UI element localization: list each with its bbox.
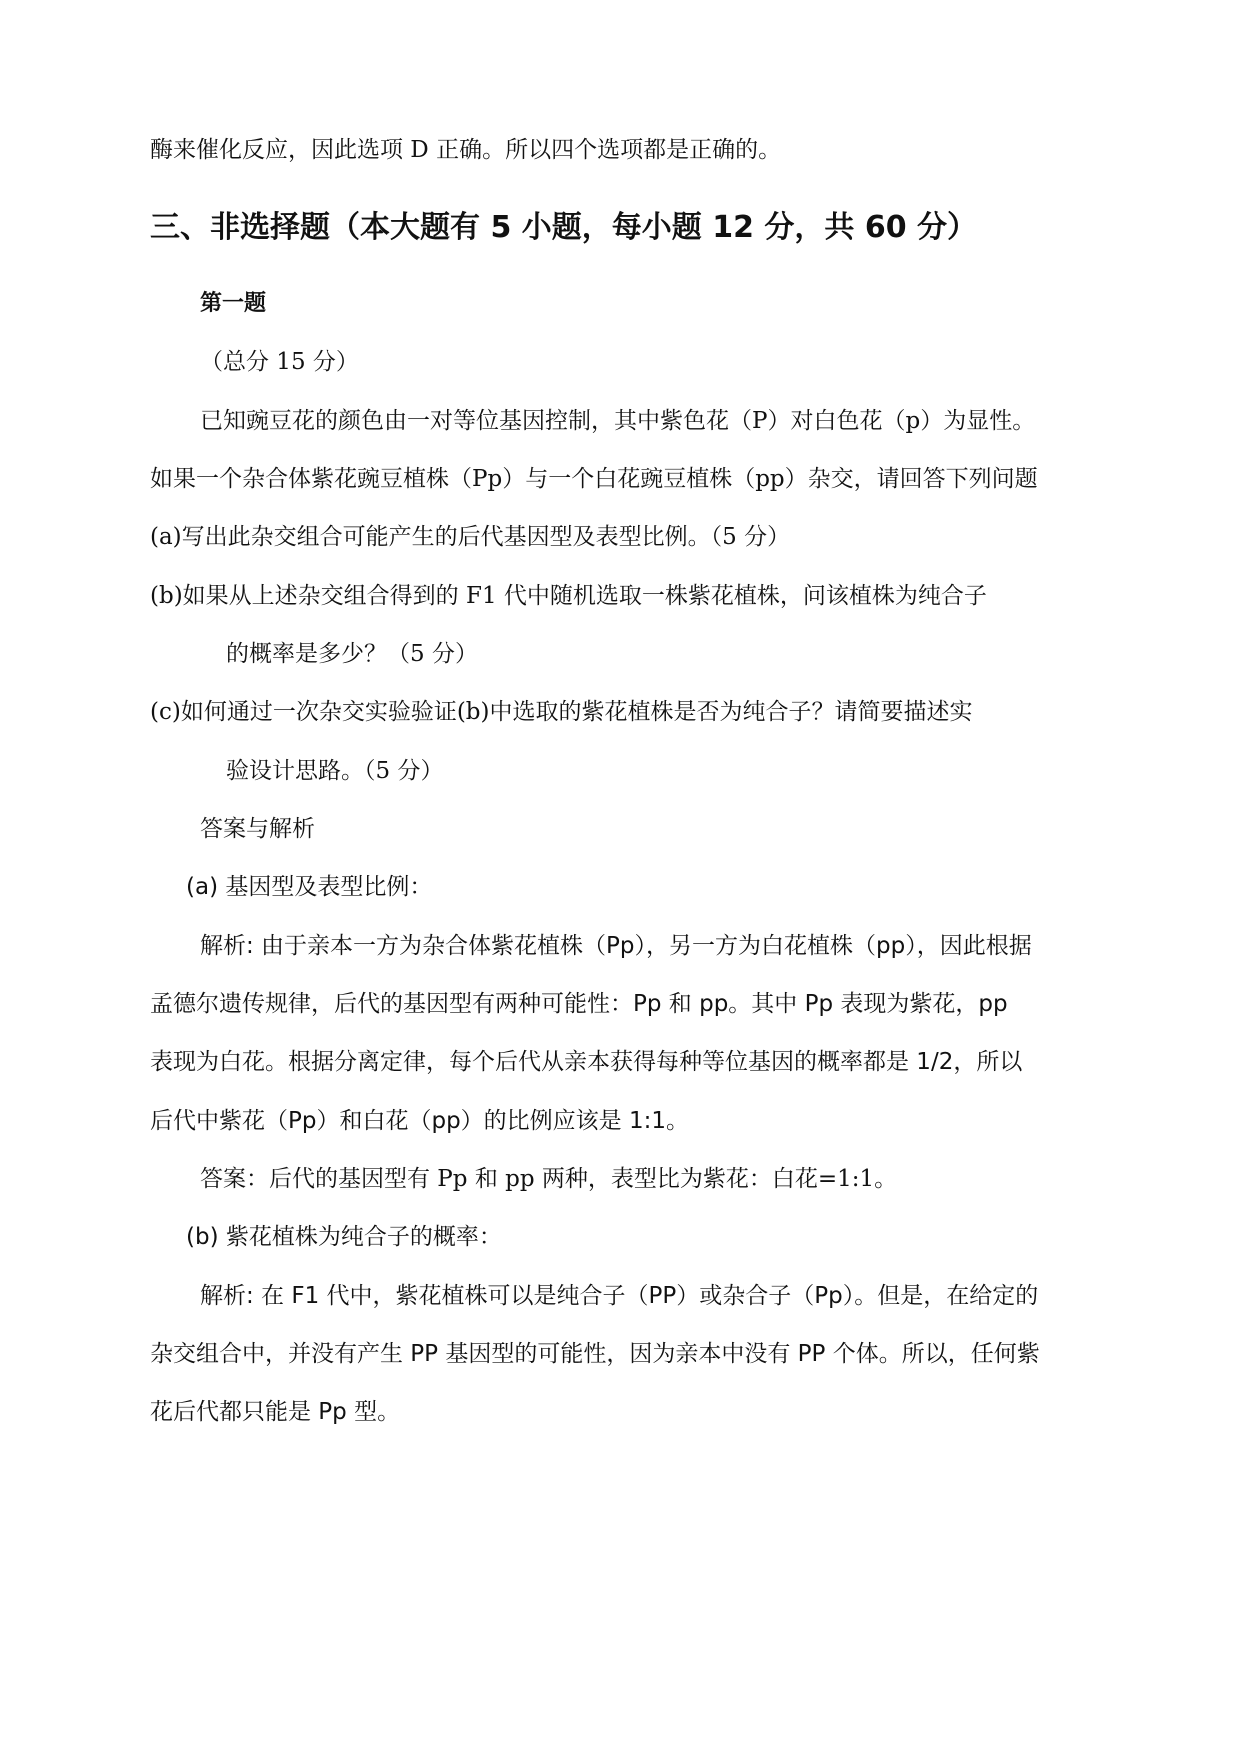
sub-question-a: (a)写出此杂交组合可能产生的后代基因型及表型比例。（5 分） bbox=[150, 524, 791, 550]
analysis-line: 表现为白花。根据分离定律，每个后代从亲本获得每种等位基因的概率都是 1/2，所以 bbox=[150, 1049, 1023, 1075]
question-title: 第一题 bbox=[200, 291, 267, 316]
analysis-line: 解析: 在 F1 代中，紫花植株可以是纯合子（PP）或杂合子（Pp）。但是，在给定的 bbox=[200, 1283, 1039, 1309]
answer-part-b-title: (b) 紫花植株为纯合子的概率： bbox=[186, 1224, 502, 1250]
answer-part-a-title: (a) 基因型及表型比例： bbox=[186, 874, 433, 900]
analysis-line: 杂交组合中，并没有产生 PP 基因型的可能性，因为亲本中没有 PP 个体。所以，任何紫 bbox=[150, 1341, 1040, 1367]
question-stem-line: 已知豌豆花的颜色由一对等位基因控制，其中紫色花（P）对白色花（p）为显性。 bbox=[200, 408, 1036, 434]
answer-heading: 答案与解析 bbox=[200, 816, 315, 842]
sub-question-c-continued: 验设计思路。（5 分） bbox=[226, 758, 444, 784]
analysis-line: 孟德尔遗传规律，后代的基因型有两种可能性：Pp 和 pp。其中 Pp 表现为紫花，pp bbox=[150, 991, 1008, 1017]
score-note: （总分 15 分） bbox=[200, 349, 359, 375]
sub-question-c: (c)如何通过一次杂交实验验证(b)中选取的紫花植株是否为纯合子？请简要描述实 bbox=[150, 699, 973, 725]
sub-question-b-continued: 的概率是多少？（5 分） bbox=[226, 641, 478, 667]
answer-line: 答案：后代的基因型有 Pp 和 pp 两种，表型比为紫花：白花=1:1。 bbox=[200, 1166, 898, 1192]
analysis-line: 后代中紫花（Pp）和白花（pp）的比例应该是 1:1。 bbox=[150, 1108, 689, 1134]
question-stem-line: 如果一个杂合体紫花豌豆植株（Pp）与一个白花豌豆植株（pp）杂交，请回答下列问题 bbox=[150, 466, 1038, 492]
section-heading: 三、非选择题（本大题有 5 小题，每小题 12 分，共 60 分） bbox=[150, 210, 978, 245]
analysis-line: 解析: 由于亲本一方为杂合体紫花植株（Pp），另一方为白花植株（pp），因此根据 bbox=[200, 933, 1032, 959]
paragraph-line: 酶来催化反应，因此选项 D 正确。所以四个选项都是正确的。 bbox=[150, 137, 782, 163]
sub-question-b: (b)如果从上述杂交组合得到的 F1 代中随机选取一株紫花植株，问该植株为纯合子 bbox=[150, 583, 987, 609]
analysis-line: 花后代都只能是 Pp 型。 bbox=[150, 1399, 401, 1425]
